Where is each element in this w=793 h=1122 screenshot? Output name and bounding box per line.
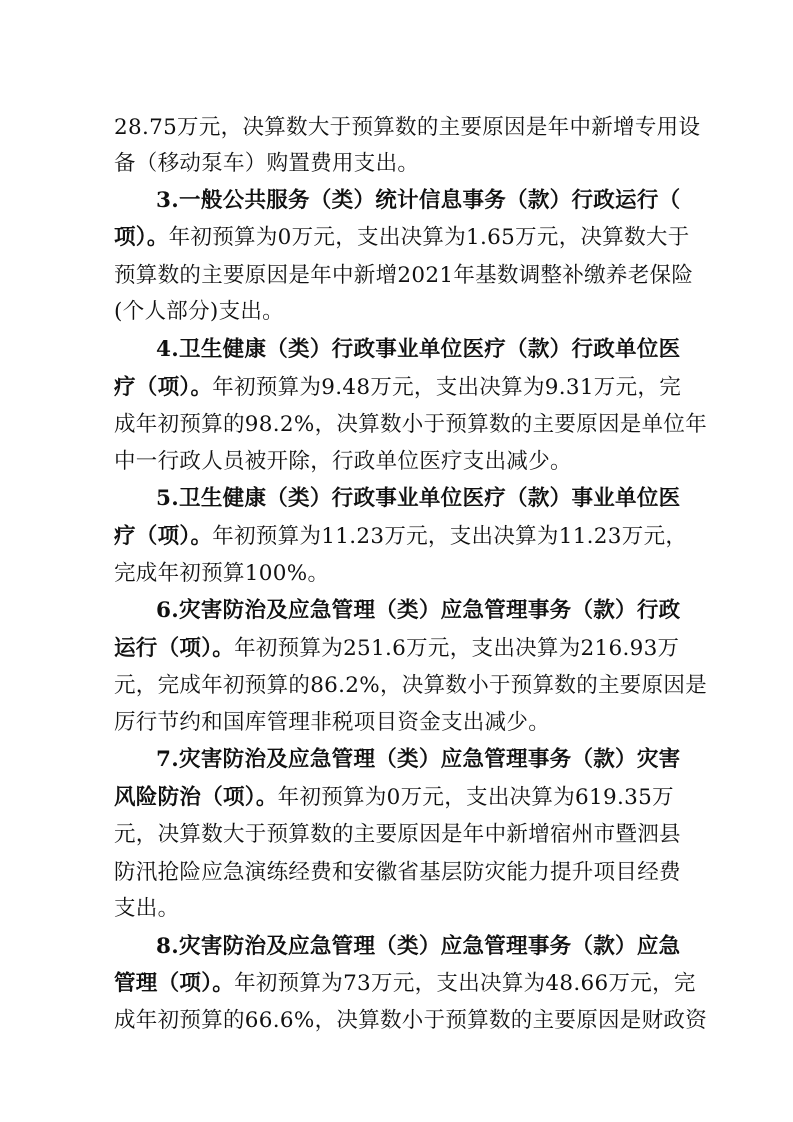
heading-segment: 疗（项）。 <box>114 524 213 549</box>
heading-segment: 8.灾害防治及应急管理（类）应急管理事务（款）应急 <box>156 934 681 959</box>
heading-segment: 项）。 <box>114 225 169 250</box>
text-line <box>0 778 793 818</box>
text-line <box>0 703 793 743</box>
body-segment: 完成年初预算100%。 <box>114 561 330 586</box>
body-segment: 中一行政人员被开除，行政单位医疗支出减少。 <box>114 449 572 474</box>
heading-segment: 疗（项）。 <box>114 375 213 400</box>
heading-segment: 4.卫生健康（类）行政事业单位医疗（款）行政单位医 <box>156 337 681 362</box>
body-segment: 支出。 <box>114 896 180 921</box>
text-line <box>0 181 793 221</box>
text-line <box>0 740 793 780</box>
body-segment: 年初预算为11.23万元，支出决算为11.23万元， <box>212 524 688 549</box>
text-line <box>0 405 793 445</box>
heading-segment: 3.一般公共服务（类）统计信息事务（款）行政运行（ <box>156 188 681 213</box>
text-line <box>0 815 793 855</box>
heading-segment: 7.灾害防治及应急管理（类）应急管理事务（款）灾害 <box>156 747 681 772</box>
body-segment: 年初预算为9.48万元，支出决算为9.31万元，完 <box>212 375 682 400</box>
text-line <box>0 517 793 557</box>
text-line <box>0 1001 793 1041</box>
text-line <box>0 330 793 370</box>
body-segment: 厉行节约和国库管理非税项目资金支出减少。 <box>114 710 551 735</box>
body-segment: 成年初预算的66.6%，决算数小于预算数的主要原因是财政资 <box>114 1008 708 1033</box>
body-segment: 备（移动泵车）购置费用支出。 <box>114 151 420 176</box>
body-segment: 年初预算为0万元，支出决算为1.65万元，决算数大于 <box>168 225 690 250</box>
body-segment: 28.75万元，决算数大于预算数的主要原因是年中新增专用设 <box>114 115 701 140</box>
body-segment: 年初预算为0万元，支出决算为619.35万 <box>277 785 674 810</box>
text-line <box>0 629 793 669</box>
body-segment: 元，决算数大于预算数的主要原因是年中新增宿州市暨泗县 <box>114 822 681 847</box>
text-line <box>0 256 793 296</box>
heading-segment: 5.卫生健康（类）行政事业单位医疗（款）事业单位医 <box>156 486 681 511</box>
text-line <box>0 368 793 408</box>
heading-segment: 6.灾害防治及应急管理（类）应急管理事务（款）行政 <box>156 598 681 623</box>
body-segment: 年初预算为251.6万元，支出决算为216.93万 <box>234 636 680 661</box>
body-segment: (个人部分)支出。 <box>114 299 284 324</box>
text-line <box>0 666 793 706</box>
text-line <box>0 479 793 519</box>
text-line <box>0 218 793 258</box>
body-segment: 防汛抢险应急演练经费和安徽省基层防灾能力提升项目经费 <box>114 860 681 885</box>
body-segment: 预算数的主要原因是年中新增2021年基数调整补缴养老保险 <box>114 263 694 288</box>
text-line <box>0 927 793 967</box>
body-segment: 成年初预算的98.2%，决算数小于预算数的主要原因是单位年 <box>114 412 708 437</box>
heading-segment: 风险防治（项）。 <box>114 785 278 810</box>
text-line <box>0 292 793 332</box>
text-line <box>0 108 793 148</box>
body-segment: 年初预算为73万元，支出决算为48.66万元，完 <box>234 971 696 996</box>
text-line <box>0 442 793 482</box>
text-line <box>0 591 793 631</box>
text-line <box>0 144 793 184</box>
text-line <box>0 889 793 929</box>
text-line <box>0 554 793 594</box>
heading-segment: 管理（项）。 <box>114 971 235 996</box>
body-segment: 元，完成年初预算的86.2%，决算数小于预算数的主要原因是 <box>114 673 708 698</box>
text-line <box>0 964 793 1004</box>
heading-segment: 运行（项）。 <box>114 636 235 661</box>
text-line <box>0 853 793 893</box>
